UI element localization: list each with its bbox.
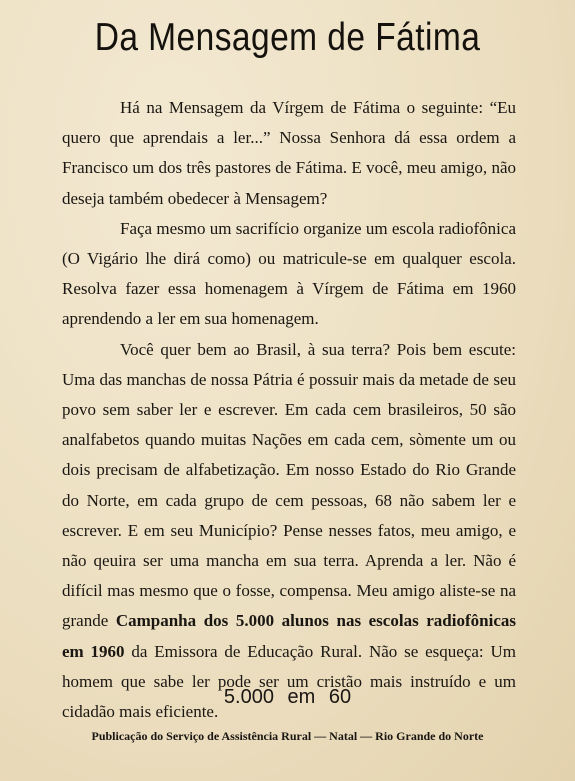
campaign-slogan: 5.000 em 60: [223, 686, 352, 708]
paragraph-2: [62, 214, 516, 335]
paragraph-1: [62, 93, 516, 214]
paragraph-2-text: Faça mesmo um sacrifício organize um escola radiofônica (O Vigário lhe dirá como) ou matricule-se em qualquer escola. Resolva fazer essa homenagem à Vírgem de Fátima em 1960 aprendendo a ler em sua homenagem.: [62, 218, 516, 329]
campaign-name: Campanha dos 5.000 alunos nas escolas radiofônicas em 1960: [62, 611, 516, 661]
paragraph-1-text: Há na Mensagem da Vírgem de Fátima o seguinte: “Eu quero que aprendais a ler...” Nossa Senhora dá essa ordem a Francisco um dos três pastores de Fátima. E você, meu amigo, não deseja também obedecer à Mensagem?: [62, 98, 516, 208]
body-text: [62, 93, 516, 727]
paragraph-3-text-b: da Emissora de Educação Rural. Não se esqueça: Um homem que sabe ler pode ser um cristão mais instruído e um cidadão mais eficiente.: [62, 641, 516, 722]
page-title: Da Mensagem de Fátima: [94, 16, 481, 59]
paragraph-3-text-a: Você quer bem ao Brasil, à sua terra? Pois bem escute: Uma das manchas de nossa Pátria é possuir mais da metade de seu povo sem saber ler e escrever. Em cada cem brasileiros, 50 são analfabetos quando muitas Nações em cada cem, sòmente um ou dois precisam de alfabetização. Em nosso Estado do Rio Grande do Norte, em cada grupo de cem pessoas, 68 não sabem ler e escrever. E em seu Município? Pense nesses fatos, meu amigo, e não qeuira ser uma mancha em sua terra. Aprenda a ler. Não é difícil mas mesmo que o fosse, compensa. Meu amigo aliste-se na grande: [62, 339, 516, 631]
publisher-line: Publicação do Serviço de Assistência Rural — Natal — Rio Grande do Norte: [91, 729, 484, 743]
paragraph-3: [62, 335, 516, 728]
